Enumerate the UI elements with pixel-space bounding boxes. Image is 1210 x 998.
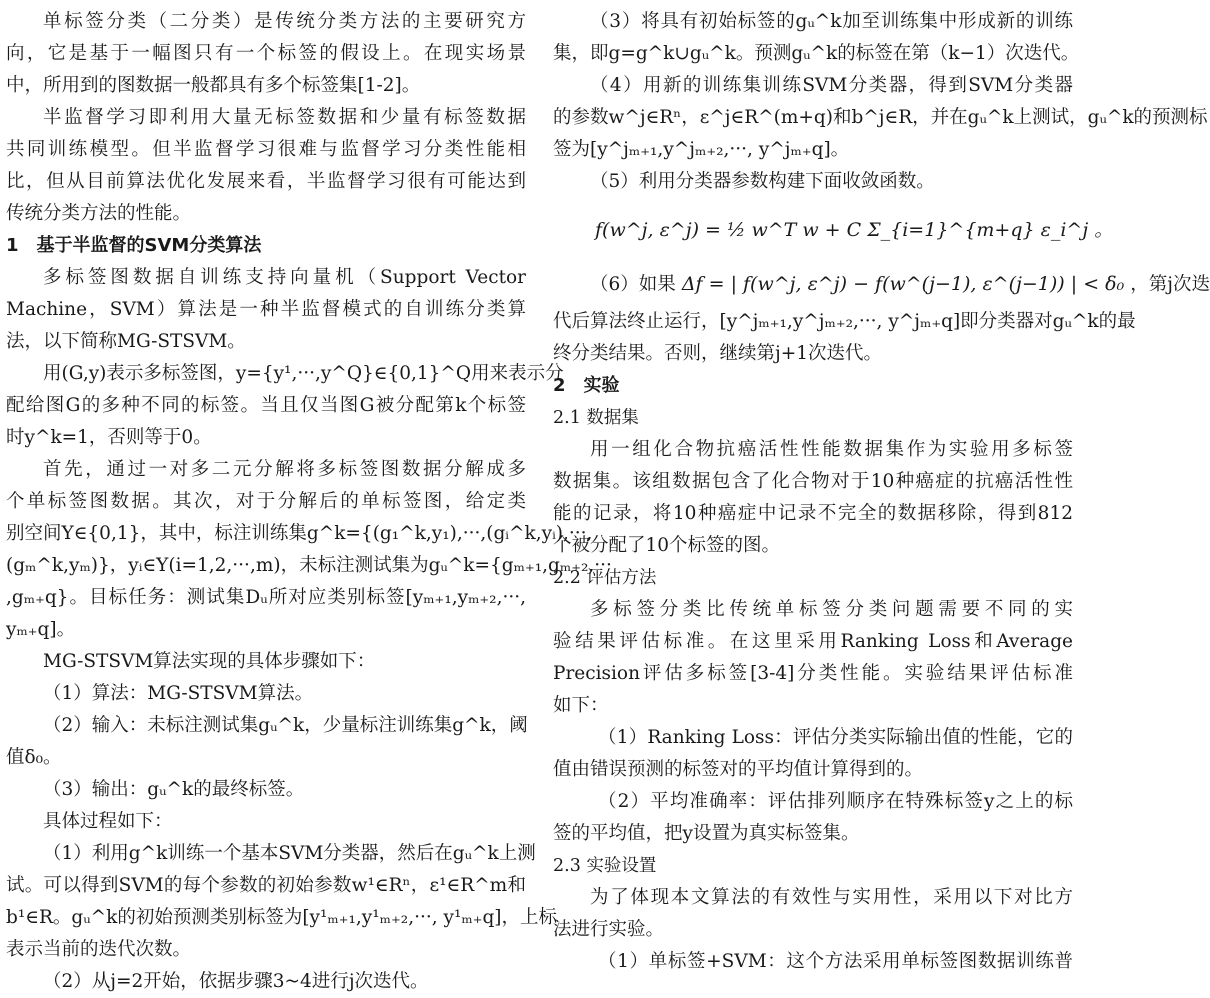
text-line: yₘ₊q]。 bbox=[6, 619, 76, 640]
text-line: 配给图G的多种不同的标签。当且仅当图G被分配第k个标签 bbox=[6, 395, 526, 416]
text-line: 别空间Y∈{0,1}，其中，标注训练集g^k={(g₁^k,y₁),···,(gᵢ^k,yᵢ),···, bbox=[6, 523, 593, 544]
termination-condition bbox=[553, 262, 1210, 306]
text-line: （1）利用g^k训练一个基本SVM分类器，然后在gᵤ^k上测 bbox=[43, 843, 536, 864]
text-line: （4）用新的训练集训练SVM分类器，得到SVM分类器 bbox=[590, 75, 1073, 96]
section-heading: 1 基于半监督的SVM分类算法 bbox=[6, 235, 262, 256]
text-line: 时y^k=1，否则等于0。 bbox=[6, 427, 212, 448]
text-line: 用一组化合物抗癌活性性能数据集作为实验用多标签 bbox=[590, 439, 1073, 460]
text-line: 半监督学习即利用大量无标签数据和少量有标签数据 bbox=[43, 107, 526, 128]
text-line: Precision评估多标签[3-4]分类性能。实验结果评估标准 bbox=[553, 663, 1073, 684]
text-line: 的参数w^j∈Rⁿ，ε^j∈R^(m+q)和b^j∈R，并在gᵤ^k上测试，gᵤ^k的预测标 bbox=[553, 107, 1208, 128]
text-line: 共同训练模型。但半监督学习很难与监督学习分类性能相 bbox=[6, 139, 526, 160]
text-line: 签为[y^jₘ₊₁,y^jₘ₊₂,···, y^jₘ₊q]。 bbox=[553, 139, 850, 160]
text-line: 值由错误预测的标签对的平均值计算得到的。 bbox=[553, 759, 924, 780]
text-line: 用(G,y)表示多标签图，y={y¹,···,y^Q}∈{0,1}^Q用来表示分 bbox=[43, 363, 564, 384]
text-line: 单标签分类（二分类）是传统分类方法的主要研究方 bbox=[43, 11, 526, 32]
delta-f-formula: Δf = | f(w^j, ε^j) − f(w^(j−1), ε^(j−1)) | < δ₀ bbox=[675, 273, 1131, 295]
subsection-heading: 2.2 评估方法 bbox=[553, 568, 657, 588]
text-line: （1）单标签+SVM：这个方法采用单标签图数据训练普 bbox=[598, 951, 1073, 972]
text-line: Machine，SVM）算法是一种半监督模式的自训练分类算 bbox=[6, 299, 526, 320]
text-line: b¹∈R。gᵤ^k的初始预测类别标签为[y¹ₘ₊₁,y¹ₘ₊₂,···, y¹ₘ₊q]，上标 bbox=[6, 907, 558, 928]
text-line: 向，它是基于一幅图只有一个标签的假设上。在现实场景 bbox=[6, 43, 526, 64]
text-line: （2）平均准确率：评估排列顺序在特殊标签y之上的标 bbox=[598, 791, 1073, 812]
text-line: 如下： bbox=[553, 695, 609, 716]
text-line: 个被分配了10个标签的图。 bbox=[553, 535, 781, 556]
text-line: （2）从j=2开始，依据步骤3~4进行j次迭代。 bbox=[43, 971, 429, 992]
text-line: 法，以下简称MG-STSVM。 bbox=[6, 331, 246, 352]
condition-suffix: ，第j次迭 bbox=[1130, 274, 1210, 295]
text-line: （1）Ranking Loss：评估分类实际输出值的性能，它的 bbox=[598, 727, 1073, 748]
text-line: （2）输入：未标注测试集gᵤ^k，少量标注训练集g^k，阈 bbox=[43, 715, 528, 736]
text-line: （1）算法：MG-STSVM算法。 bbox=[43, 683, 314, 704]
text-line: 法进行实验。 bbox=[553, 919, 665, 940]
text-line: 多标签分类比传统单标签分类问题需要不同的实 bbox=[590, 599, 1073, 620]
text-line: 具体过程如下： bbox=[43, 811, 173, 832]
text-line: ,gₘ₊q}。目标任务：测试集Dᵤ所对应类别标签[yₘ₊₁,yₘ₊₂,···, bbox=[6, 587, 526, 608]
text-line: （5）利用分类器参数构建下面收敛函数。 bbox=[590, 171, 935, 192]
text-line: 为了体现本文算法的有效性与实用性，采用以下对比方 bbox=[590, 887, 1073, 908]
subsection-heading: 2.3 实验设置 bbox=[553, 856, 657, 876]
text-line: 传统分类方法的性能。 bbox=[6, 203, 192, 224]
text-line: 数据集。该组数据包含了化合物对于10种癌症的抗癌活性性 bbox=[553, 471, 1073, 492]
text-line: （3）将具有初始标签的gᵤ^k加至训练集中形成新的训练 bbox=[590, 11, 1073, 32]
text-line: MG-STSVM算法实现的具体步骤如下： bbox=[43, 651, 376, 672]
text-line: （3）输出：gᵤ^k的最终标签。 bbox=[43, 779, 305, 800]
text-line: 签的平均值，把y设置为真实标签集。 bbox=[553, 823, 860, 844]
text-line: 比，但从目前算法优化发展来看，半监督学习很有可能达到 bbox=[6, 171, 526, 192]
text-line: 多标签图数据自训练支持向量机（Support Vector bbox=[43, 267, 526, 288]
text-line: 首先，通过一对多二元分解将多标签图数据分解成多 bbox=[43, 459, 526, 480]
text-line: 能的记录，将10种癌症中记录不完全的数据移除，得到812 bbox=[553, 503, 1073, 524]
section-heading: 2 实验 bbox=[553, 375, 620, 396]
subsection-heading: 2.1 数据集 bbox=[553, 408, 639, 428]
text-line: 集，即g=g^k∪gᵤ^k。预测gᵤ^k的标签在第（k−1）次迭代。 bbox=[553, 43, 1080, 64]
right-column bbox=[553, 6, 1210, 978]
text-line: 个单标签图数据。其次，对于分解后的单标签图，给定类 bbox=[6, 491, 526, 512]
text-line: 中，所用到的图数据一般都具有多个标签集[1-2]。 bbox=[6, 75, 421, 96]
condition-prefix: （6）如果 bbox=[590, 274, 676, 295]
text-line: 值δ₀。 bbox=[6, 747, 62, 768]
text-line: 验结果评估标准。在这里采用Ranking Loss和Average bbox=[553, 631, 1073, 652]
text-line: 代后算法终止运行，[y^jₘ₊₁,y^jₘ₊₂,···, y^jₘ₊q]即分类器对gᵤ^k的最 bbox=[553, 311, 1136, 332]
text-line: 终分类结果。否则，继续第j+1次迭代。 bbox=[553, 343, 883, 364]
text-line: 试。可以得到SVM的每个参数的初始参数w¹∈Rⁿ，ε¹∈R^m和 bbox=[6, 875, 526, 896]
text-line: (gₘ^k,yₘ)}，yᵢ∈Y(i=1,2,···,m)，未标注测试集为gᵤ^k={gₘ₊₁,gₘ₊₂,··· bbox=[6, 555, 612, 576]
convergence-formula: f(w^j, ε^j) = ½ w^T w + C Σ_{i=1}^{m+q} ε_i^j 。 bbox=[595, 219, 1114, 241]
text-line: 表示当前的迭代次数。 bbox=[6, 939, 192, 960]
